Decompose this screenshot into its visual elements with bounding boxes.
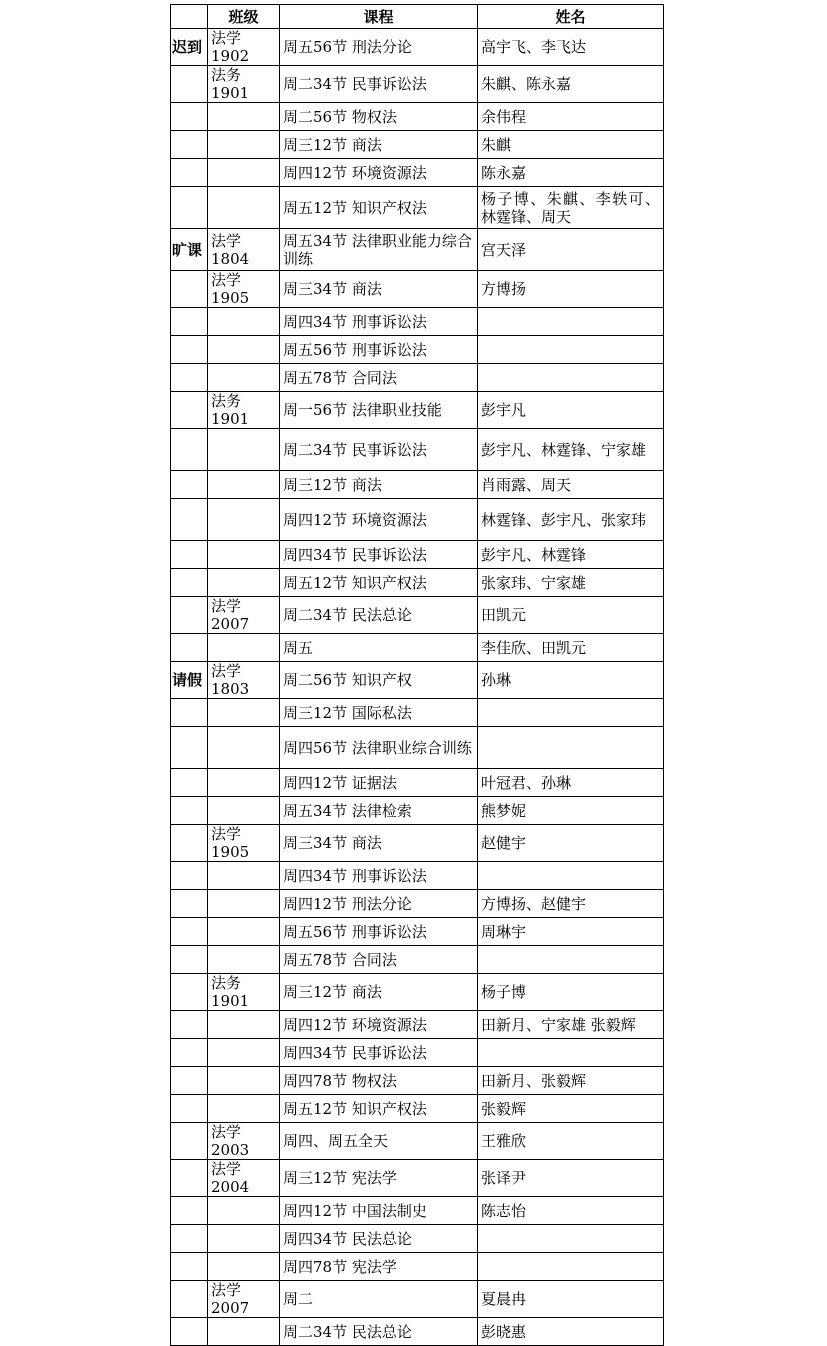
cell-course: 周四78节 物权法 — [280, 1067, 478, 1095]
table-row — [171, 1197, 664, 1225]
cell-names: 田新月、张毅辉 — [478, 1067, 664, 1095]
table-row — [171, 890, 664, 918]
table-row — [171, 862, 664, 890]
cell-names: 熊梦妮 — [478, 797, 664, 825]
cell-names: 张家玮、宁家雄 — [478, 569, 664, 597]
cell-class — [208, 769, 280, 797]
cell-course: 周四12节 环境资源法 — [280, 1011, 478, 1039]
table-row — [171, 103, 664, 131]
cell-class — [208, 429, 280, 471]
cell-class — [208, 862, 280, 890]
cell-names — [478, 946, 664, 974]
header-row — [171, 5, 664, 29]
table-row — [171, 662, 664, 699]
cell-course: 周二56节 知识产权 — [280, 662, 478, 699]
cell-category — [171, 597, 208, 634]
table-row — [171, 634, 664, 662]
table-row — [171, 727, 664, 769]
cell-category — [171, 1011, 208, 1039]
cell-class: 法务1901 — [208, 974, 280, 1011]
cell-class — [208, 336, 280, 364]
attendance-table — [170, 4, 664, 1346]
cell-course: 周五 — [280, 634, 478, 662]
table-row — [171, 392, 664, 429]
cell-names: 周琳宇 — [478, 918, 664, 946]
cell-names: 肖雨露、周天 — [478, 471, 664, 499]
cell-names: 彭晓惠 — [478, 1318, 664, 1346]
cell-names: 王雅欣 — [478, 1123, 664, 1160]
cell-class — [208, 103, 280, 131]
table-row — [171, 1160, 664, 1197]
table-row — [171, 229, 664, 271]
cell-class — [208, 890, 280, 918]
cell-category — [171, 797, 208, 825]
cell-course: 周三34节 商法 — [280, 271, 478, 308]
cell-category — [171, 1225, 208, 1253]
cell-class: 法学1905 — [208, 825, 280, 862]
cell-category — [171, 471, 208, 499]
cell-category — [171, 974, 208, 1011]
cell-course: 周四12节 证据法 — [280, 769, 478, 797]
table-row — [171, 471, 664, 499]
cell-names: 叶冠君、孙琳 — [478, 769, 664, 797]
cell-course: 周四12节 环境资源法 — [280, 499, 478, 541]
cell-course: 周五34节 法律职业能力综合训练 — [280, 229, 478, 271]
cell-class: 法学1905 — [208, 271, 280, 308]
table-row — [171, 499, 664, 541]
cell-class: 法学2007 — [208, 1281, 280, 1318]
cell-course: 周二56节 物权法 — [280, 103, 478, 131]
cell-class — [208, 1318, 280, 1346]
cell-class — [208, 918, 280, 946]
header-course: 课程 — [280, 5, 478, 29]
cell-names — [478, 1039, 664, 1067]
cell-names — [478, 727, 664, 769]
cell-category — [171, 1318, 208, 1346]
cell-class: 法务1901 — [208, 392, 280, 429]
table-row — [171, 569, 664, 597]
cell-category — [171, 499, 208, 541]
cell-course: 周五34节 法律检索 — [280, 797, 478, 825]
table-row — [171, 429, 664, 471]
cell-category — [171, 308, 208, 336]
table-row — [171, 271, 664, 308]
cell-names: 彭宇凡、林霆锋、宁家雄 — [478, 429, 664, 471]
cell-course: 周二34节 民事诉讼法 — [280, 429, 478, 471]
cell-category — [171, 1067, 208, 1095]
cell-course: 周五78节 合同法 — [280, 946, 478, 974]
cell-class — [208, 541, 280, 569]
cell-names: 李佳欣、田凯元 — [478, 634, 664, 662]
table-row — [171, 946, 664, 974]
table-row — [171, 1039, 664, 1067]
cell-category — [171, 66, 208, 103]
cell-names — [478, 308, 664, 336]
table-row — [171, 1225, 664, 1253]
cell-category — [171, 569, 208, 597]
cell-class — [208, 1067, 280, 1095]
table-row — [171, 1011, 664, 1039]
cell-class — [208, 727, 280, 769]
cell-category — [171, 103, 208, 131]
cell-class — [208, 1253, 280, 1281]
table-row — [171, 131, 664, 159]
table-row — [171, 1067, 664, 1095]
cell-class: 法学2007 — [208, 597, 280, 634]
cell-category — [171, 429, 208, 471]
cell-names: 张毅辉 — [478, 1095, 664, 1123]
cell-course: 周四34节 刑事诉讼法 — [280, 862, 478, 890]
cell-category — [171, 1253, 208, 1281]
cell-category — [171, 541, 208, 569]
cell-names: 朱麒 — [478, 131, 664, 159]
table-row — [171, 541, 664, 569]
cell-names: 方博扬、赵健宇 — [478, 890, 664, 918]
cell-class — [208, 1011, 280, 1039]
cell-course: 周二34节 民法总论 — [280, 1318, 478, 1346]
cell-names: 高宇飞、李飞达 — [478, 29, 664, 66]
cell-names — [478, 862, 664, 890]
cell-category — [171, 1197, 208, 1225]
table-row — [171, 187, 664, 229]
cell-names: 杨子博、朱麒、李轶可、林霆锋、周天 — [478, 187, 664, 229]
table-row — [171, 66, 664, 103]
cell-class — [208, 569, 280, 597]
cell-names: 方博扬 — [478, 271, 664, 308]
cell-category — [171, 159, 208, 187]
cell-class: 法学1902 — [208, 29, 280, 66]
table-row — [171, 974, 664, 1011]
cell-category — [171, 1039, 208, 1067]
cell-category — [171, 699, 208, 727]
cell-course: 周三12节 宪法学 — [280, 1160, 478, 1197]
cell-category — [171, 769, 208, 797]
cell-names: 宫天泽 — [478, 229, 664, 271]
cell-class: 法学2004 — [208, 1160, 280, 1197]
cell-names: 赵健宇 — [478, 825, 664, 862]
cell-course: 周五12节 知识产权法 — [280, 569, 478, 597]
cell-course: 周四12节 环境资源法 — [280, 159, 478, 187]
cell-course: 周三12节 国际私法 — [280, 699, 478, 727]
cell-category — [171, 634, 208, 662]
cell-course: 周一56节 法律职业技能 — [280, 392, 478, 429]
cell-course: 周三12节 商法 — [280, 974, 478, 1011]
cell-category: 旷课 — [171, 229, 208, 271]
cell-names — [478, 699, 664, 727]
cell-course: 周五56节 刑法分论 — [280, 29, 478, 66]
table-row — [171, 1281, 664, 1318]
table-row — [171, 29, 664, 66]
cell-course: 周二34节 民法总论 — [280, 597, 478, 634]
cell-class — [208, 308, 280, 336]
cell-names: 杨子博 — [478, 974, 664, 1011]
table-row — [171, 769, 664, 797]
cell-class: 法学1804 — [208, 229, 280, 271]
table-row — [171, 1253, 664, 1281]
cell-category — [171, 890, 208, 918]
cell-category — [171, 1095, 208, 1123]
cell-names: 田新月、宁家雄 张毅辉 — [478, 1011, 664, 1039]
cell-course: 周二 — [280, 1281, 478, 1318]
cell-category — [171, 364, 208, 392]
cell-names — [478, 336, 664, 364]
cell-category — [171, 1123, 208, 1160]
cell-class — [208, 946, 280, 974]
cell-class — [208, 1039, 280, 1067]
cell-names: 彭宇凡、林霆锋 — [478, 541, 664, 569]
cell-category — [171, 187, 208, 229]
cell-category — [171, 862, 208, 890]
header-names: 姓名 — [478, 5, 664, 29]
cell-names: 孙琳 — [478, 662, 664, 699]
table-row — [171, 308, 664, 336]
table-row — [171, 364, 664, 392]
cell-category — [171, 271, 208, 308]
table-row — [171, 1123, 664, 1160]
cell-class — [208, 187, 280, 229]
header-class: 班级 — [208, 5, 280, 29]
cell-names: 夏晨冉 — [478, 1281, 664, 1318]
cell-names: 张译尹 — [478, 1160, 664, 1197]
cell-class: 法学2003 — [208, 1123, 280, 1160]
cell-names: 陈永嘉 — [478, 159, 664, 187]
cell-names — [478, 1253, 664, 1281]
cell-names — [478, 1225, 664, 1253]
cell-names: 田凯元 — [478, 597, 664, 634]
table-row — [171, 918, 664, 946]
cell-category — [171, 1160, 208, 1197]
cell-class — [208, 471, 280, 499]
cell-course: 周四12节 刑法分论 — [280, 890, 478, 918]
cell-category — [171, 131, 208, 159]
cell-category — [171, 727, 208, 769]
cell-class — [208, 1225, 280, 1253]
cell-names: 朱麒、陈永嘉 — [478, 66, 664, 103]
cell-course: 周四34节 民事诉讼法 — [280, 541, 478, 569]
cell-class — [208, 1197, 280, 1225]
cell-names: 陈志怡 — [478, 1197, 664, 1225]
cell-names — [478, 364, 664, 392]
cell-class — [208, 131, 280, 159]
table-row — [171, 1318, 664, 1346]
cell-course: 周四34节 刑事诉讼法 — [280, 308, 478, 336]
table-row — [171, 159, 664, 187]
cell-course: 周四、周五全天 — [280, 1123, 478, 1160]
table-row — [171, 597, 664, 634]
cell-category: 请假 — [171, 662, 208, 699]
table-row — [171, 699, 664, 727]
cell-class: 法务1901 — [208, 66, 280, 103]
cell-class: 法学1803 — [208, 662, 280, 699]
cell-course: 周四78节 宪法学 — [280, 1253, 478, 1281]
cell-course: 周四12节 中国法制史 — [280, 1197, 478, 1225]
cell-category — [171, 946, 208, 974]
cell-class — [208, 364, 280, 392]
cell-category — [171, 825, 208, 862]
cell-class — [208, 634, 280, 662]
cell-class — [208, 499, 280, 541]
cell-course: 周五78节 合同法 — [280, 364, 478, 392]
cell-course: 周四34节 民事诉讼法 — [280, 1039, 478, 1067]
cell-names: 余伟程 — [478, 103, 664, 131]
cell-course: 周五12节 知识产权法 — [280, 1095, 478, 1123]
cell-category: 迟到 — [171, 29, 208, 66]
cell-course: 周三34节 商法 — [280, 825, 478, 862]
cell-course: 周五56节 刑事诉讼法 — [280, 336, 478, 364]
cell-class — [208, 1095, 280, 1123]
cell-category — [171, 336, 208, 364]
cell-course: 周四56节 法律职业综合训练 — [280, 727, 478, 769]
cell-names: 林霆锋、彭宇凡、张家玮 — [478, 499, 664, 541]
table-row — [171, 825, 664, 862]
cell-category — [171, 392, 208, 429]
cell-category — [171, 1281, 208, 1318]
cell-course: 周五56节 刑事诉讼法 — [280, 918, 478, 946]
cell-class — [208, 159, 280, 187]
cell-course: 周三12节 商法 — [280, 131, 478, 159]
table-row — [171, 797, 664, 825]
cell-category — [171, 918, 208, 946]
cell-class — [208, 699, 280, 727]
cell-course: 周三12节 商法 — [280, 471, 478, 499]
table-row — [171, 1095, 664, 1123]
cell-names: 彭宇凡 — [478, 392, 664, 429]
cell-course: 周二34节 民事诉讼法 — [280, 66, 478, 103]
cell-class — [208, 797, 280, 825]
cell-course: 周四34节 民法总论 — [280, 1225, 478, 1253]
header-category — [171, 5, 208, 29]
table-row — [171, 336, 664, 364]
cell-course: 周五12节 知识产权法 — [280, 187, 478, 229]
